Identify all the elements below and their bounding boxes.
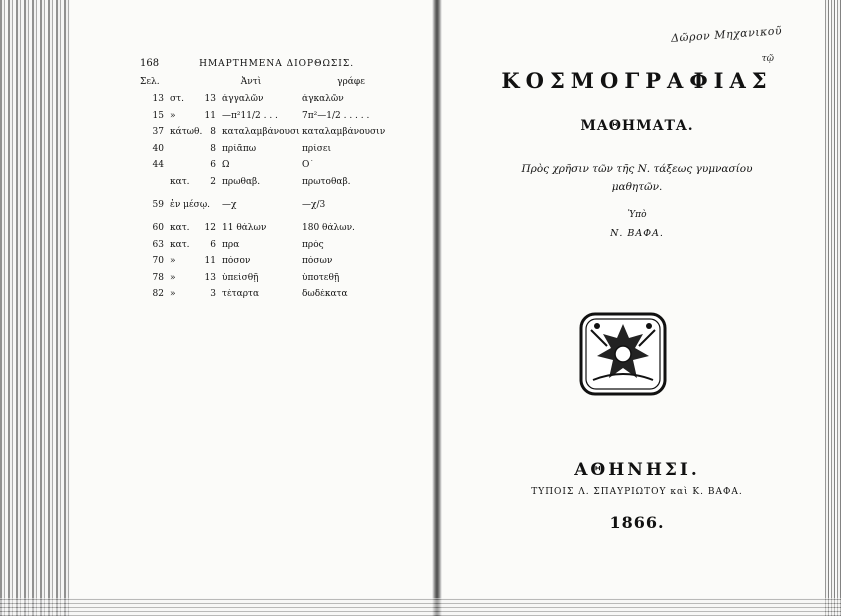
- errata-page-cell: 82: [152, 289, 164, 300]
- errata-wrong-cell: πρα: [222, 239, 240, 250]
- errata-correct-cell: καταλαμβάνουσιν: [302, 127, 386, 138]
- errata-wrong-cell: 11 θάλων: [222, 223, 267, 234]
- errata-page-cell: 44: [152, 160, 164, 171]
- errata-page-cell: 37: [152, 127, 164, 138]
- errata-correct-cell: πρίσει: [302, 143, 332, 154]
- errata-correct-cell: Ο΄: [302, 160, 314, 171]
- errata-wrong-cell: πρίᾶπω: [222, 143, 257, 154]
- errata-position-cell: κατ.: [170, 239, 190, 250]
- errata-row: [140, 157, 405, 174]
- errata-wrong-cell: καταλαμβάνουσι: [222, 127, 300, 138]
- errata-row: [140, 220, 405, 237]
- errata-wrong-cell: ἀγγαλῶν: [222, 94, 264, 105]
- errata-correct-cell: —χ/3: [302, 200, 326, 210]
- errata-page-cell: 59: [152, 200, 164, 210]
- publication-year: 1866.: [609, 513, 665, 532]
- errata-row: [140, 174, 405, 191]
- errata-position-cell: κατ.: [170, 176, 190, 187]
- page-number: 168: [140, 58, 160, 69]
- errata-wrong-cell: —π²11/2 . . .: [222, 110, 278, 121]
- errata-page-cell: 63: [152, 239, 164, 250]
- errata-wrong-cell: ὑπεἰσθῇ: [222, 272, 259, 283]
- errata-page-cell: 13: [152, 94, 164, 105]
- errata-position-cell: στ.: [170, 94, 184, 105]
- errata-correct-cell: πρὸς: [302, 239, 324, 250]
- errata-wrong-cell: —χ: [222, 200, 237, 210]
- errata-page-cell: 70: [152, 256, 164, 267]
- errata-correct-cell: 180 θάλων.: [302, 223, 355, 234]
- book-gutter: [432, 0, 442, 616]
- errata-page-cell: 78: [152, 272, 164, 283]
- errata-line-cell: 11: [204, 110, 216, 121]
- errata-row: [140, 141, 405, 158]
- errata-position-cell: κάτωθ.: [170, 127, 203, 138]
- errata-title: ΗΜΑΡΤΗΜΕΝΑ ΔΙΟΡΘΩΣΙΣ.: [199, 59, 355, 69]
- errata-line-cell: 13: [204, 94, 216, 105]
- errata-correct-cell: δωδέκατα: [302, 289, 348, 300]
- errata-page-cell: 40: [152, 143, 164, 154]
- errata-row: [140, 108, 405, 125]
- errata-position-cell: »: [170, 289, 176, 300]
- errata-line-cell: 11: [204, 256, 216, 267]
- errata-position-cell: ἐν μέσῳ.: [170, 200, 211, 210]
- errata-table: [140, 91, 405, 303]
- errata-row: [140, 91, 405, 108]
- handwritten-dedication-tail: τῷ: [761, 54, 774, 64]
- errata-wrong-cell: πόσον: [222, 256, 251, 267]
- author-name: Ν. ΒΑΦΑ.: [610, 228, 664, 239]
- errata-position-cell: »: [170, 110, 176, 121]
- right-page-edge: [825, 0, 841, 616]
- errata-wrong-cell: τέταρτα: [222, 289, 260, 300]
- errata-header: [140, 58, 405, 69]
- errata-page: [140, 58, 405, 303]
- errata-wrong-cell: πρωθαβ.: [222, 176, 261, 187]
- errata-row: [140, 253, 405, 270]
- errata-wrong-cell: Ω: [222, 160, 230, 171]
- left-page-edge: [0, 0, 70, 616]
- errata-correct-cell: ἀγκαλῶν: [302, 94, 344, 105]
- errata-row: [140, 124, 405, 141]
- purpose-line-1: Πρὸς χρῆσιν τῶν τῆς Ν. τάξεως γυμνασίου: [521, 163, 753, 175]
- errata-line-cell: 13: [204, 272, 216, 283]
- errata-correct-cell: πόσων: [302, 256, 333, 267]
- book-purpose: [452, 160, 822, 196]
- errata-row: [140, 237, 405, 254]
- errata-correct-cell: ὑποτεθῇ: [302, 272, 340, 283]
- column-page: Σελ.: [140, 77, 160, 87]
- title-page: [452, 0, 822, 616]
- errata-position-cell: »: [170, 272, 176, 283]
- errata-row: [140, 270, 405, 287]
- errata-row: [140, 190, 405, 220]
- by-label: Ὑπὸ: [627, 210, 647, 220]
- errata-position-cell: »: [170, 256, 176, 267]
- column-instead: Ἀντὶ: [240, 77, 262, 87]
- errata-line-cell: 2: [210, 176, 216, 187]
- errata-correct-cell: 7π²—1/2 . . . . .: [302, 110, 370, 121]
- errata-column-headers: [140, 77, 405, 87]
- errata-line-cell: 3: [210, 289, 216, 300]
- handwritten-dedication: Δῶρον Μηχανικοῦ: [670, 24, 783, 45]
- book-subtitle: ΜΑΘΗΜΑΤΑ.: [580, 118, 694, 134]
- printer-ornament-icon: [577, 310, 669, 398]
- column-write: γράφε: [337, 77, 365, 87]
- book-title: ΚΟΣΜΟΓΡΑΦΙΑΣ: [501, 68, 773, 93]
- errata-position-cell: κατ.: [170, 223, 190, 234]
- errata-row: [140, 286, 405, 303]
- printer-line: ΤΥΠΟΙΣ Λ. ΣΠΑΥΡΙΩΤΟΥ καὶ Κ. ΒΑΦΑ.: [531, 487, 743, 497]
- errata-line-cell: 12: [204, 223, 216, 234]
- errata-line-cell: 8: [210, 143, 216, 154]
- errata-line-cell: 6: [210, 160, 216, 171]
- purpose-line-2: μαθητῶν.: [611, 181, 663, 193]
- errata-page-cell: 15: [152, 110, 164, 121]
- errata-correct-cell: πρωτοθαβ.: [302, 176, 351, 187]
- publication-city: ΑΘΗΝΗΣΙ.: [574, 460, 700, 480]
- errata-line-cell: 6: [210, 239, 216, 250]
- errata-line-cell: 8: [210, 127, 216, 138]
- errata-page-cell: 60: [152, 223, 164, 234]
